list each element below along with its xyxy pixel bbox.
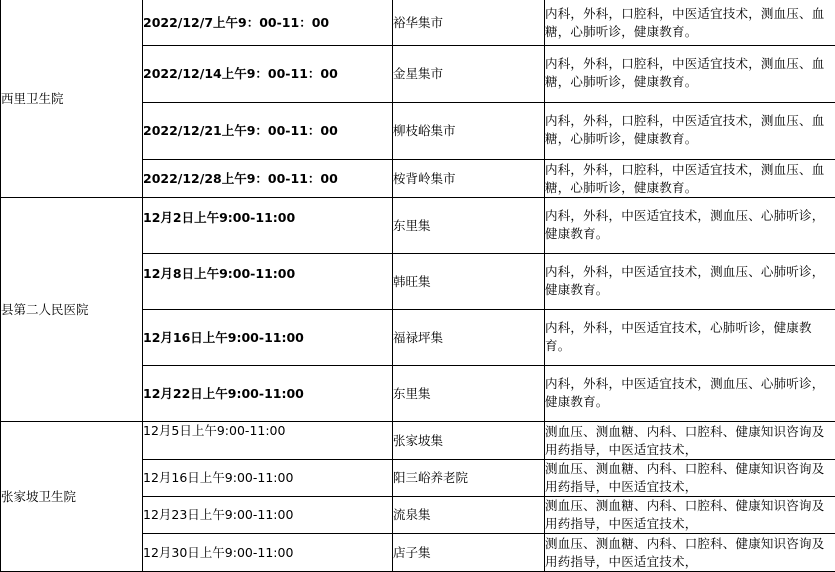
schedule-place: 金星集市 (393, 46, 545, 103)
schedule-place: 柳枝峪集市 (393, 103, 545, 160)
hospital-name: 县第二人民医院 (1, 198, 143, 422)
schedule-services: 测血压、测血糖、内科、口腔科、健康知识咨询及用药指导，中医适宜技术， (545, 422, 835, 460)
schedule-time: 12月5日上午9:00-11:00 (143, 422, 393, 460)
hospital-name: 西里卫生院 (1, 0, 143, 198)
schedule-services: 内科，外科，中医适宜技术，心肺听诊，健康教育。 (545, 310, 835, 366)
schedule-services: 内科，外科，中医适宜技术，测血压、心肺听诊，健康教育。 (545, 366, 835, 422)
hospital-name: 张家坡卫生院 (1, 422, 143, 572)
schedule-place: 韩旺集 (393, 254, 545, 310)
schedule-services: 测血压、测血糖、内科、口腔科、健康知识咨询及用药指导，中医适宜技术， (545, 534, 835, 572)
schedule-services: 内科，外科，中医适宜技术，测血压、心肺听诊，健康教育。 (545, 254, 835, 310)
schedule-time: 12月22日上午9:00-11:00 (143, 366, 393, 422)
schedule-place: 张家坡集 (393, 422, 545, 460)
schedule-place: 阳三峪养老院 (393, 460, 545, 497)
schedule-services: 测血压、测血糖、内科、口腔科、健康知识咨询及用药指导，中医适宜技术， (545, 497, 835, 534)
schedule-time: 12月8日上午9:00-11:00 (143, 254, 393, 310)
schedule-place: 桉背岭集市 (393, 160, 545, 198)
schedule-time: 2022/12/7上午9：00-11：00 (143, 0, 393, 46)
schedule-time: 12月23日上午9:00-11:00 (143, 497, 393, 534)
schedule-time: 12月16日上午9:00-11:00 (143, 460, 393, 497)
schedule-time: 2022/12/28上午9：00-11：00 (143, 160, 393, 198)
schedule-services: 内科，外科，口腔科，中医适宜技术，测血压、血糖，心肺听诊，健康教育。 (545, 46, 835, 103)
schedule-place: 店子集 (393, 534, 545, 572)
schedule-services: 内科，外科，口腔科，中医适宜技术，测血压、血糖，心肺听诊，健康教育。 (545, 0, 835, 46)
schedule-place: 流泉集 (393, 497, 545, 534)
schedule-time: 12月2日上午9:00-11:00 (143, 198, 393, 254)
schedule-place: 东里集 (393, 198, 545, 254)
schedule-services: 内科，外科，口腔科，中医适宜技术，测血压、血糖，心肺听诊，健康教育。 (545, 103, 835, 160)
schedule-time: 12月30日上午9:00-11:00 (143, 534, 393, 572)
schedule-time: 2022/12/14上午9：00-11：00 (143, 46, 393, 103)
schedule-time: 12月16日上午9:00-11:00 (143, 310, 393, 366)
schedule-services: 测血压、测血糖、内科、口腔科、健康知识咨询及用药指导，中医适宜技术， (545, 460, 835, 497)
schedule-services: 内科，外科，口腔科，中医适宜技术，测血压、血糖，心肺听诊，健康教育。 (545, 160, 835, 198)
table-row (1, 0, 835, 46)
schedule-place: 福禄坪集 (393, 310, 545, 366)
schedule-place: 东里集 (393, 366, 545, 422)
schedule-place: 裕华集市 (393, 0, 545, 46)
table-row (1, 422, 835, 460)
table-row (1, 198, 835, 254)
schedule-time: 2022/12/21上午9：00-11：00 (143, 103, 393, 160)
schedule-services: 内科，外科，中医适宜技术，测血压、心肺听诊，健康教育。 (545, 198, 835, 254)
